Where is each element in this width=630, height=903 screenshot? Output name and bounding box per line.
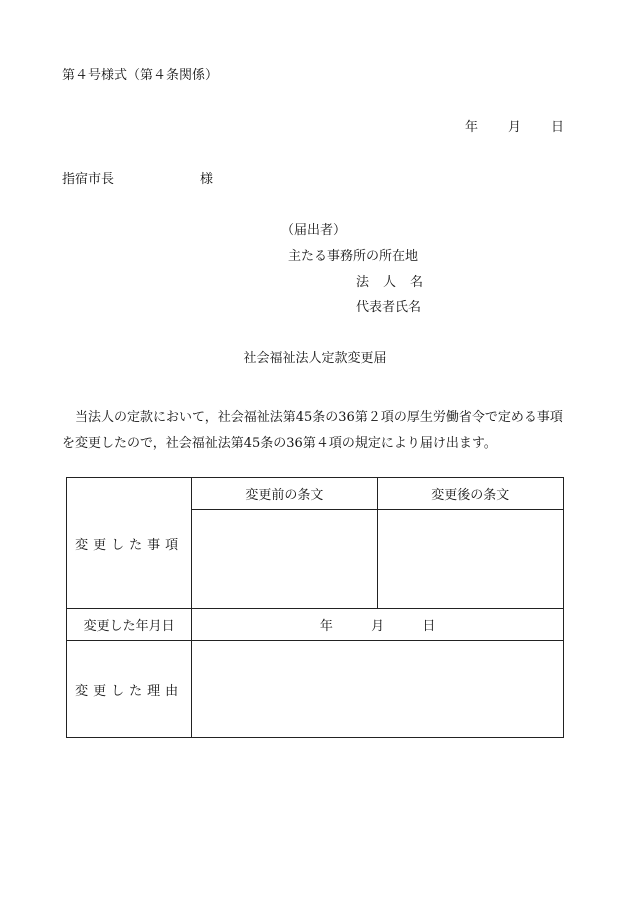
changed-date-cell[interactable] — [192, 609, 564, 641]
filer-address-label: 主たる事務所の所在地 — [288, 249, 419, 264]
date-day-label: 日 — [550, 120, 564, 135]
changed-date-year: 年 — [319, 619, 333, 634]
date-month-label: 月 — [507, 120, 521, 135]
table-header-row — [67, 478, 564, 510]
filer-corporation-name-label: 法人名 — [356, 275, 438, 290]
changed-reason-label: 変更した理由 — [67, 641, 192, 738]
before-article-header: 変更前の条文 — [192, 478, 377, 510]
filer-label: （届出者） — [281, 223, 347, 238]
addressee-honorific: 様 — [200, 172, 214, 187]
changed-reason-row — [67, 641, 564, 738]
form-number: 第４号様式（第４条関係） — [62, 68, 219, 83]
amendment-table — [66, 477, 564, 738]
changed-date-month: 月 — [371, 619, 385, 634]
changed-date-row — [67, 609, 564, 641]
document-title: 社会福祉法人定款変更届 — [243, 351, 387, 366]
after-article-header: 変更後の条文 — [377, 478, 563, 510]
changed-date-day: 日 — [422, 619, 436, 634]
filer-representative-label: 代表者氏名 — [356, 300, 422, 315]
changed-reason-cell[interactable] — [192, 641, 564, 738]
addressee — [62, 173, 213, 186]
changed-date-label: 変更した年月日 — [67, 609, 192, 641]
before-article-cell[interactable] — [192, 510, 377, 609]
date-year-label: 年 — [464, 120, 478, 135]
body-paragraph: 当法人の定款において，社会福祉法第45条の36第２項の厚生労働省令で定める事項を変更したので，社会福祉法第45条の36第４項の規定により届け出ます。 — [62, 410, 563, 451]
submission-date — [465, 121, 564, 134]
addressee-name: 指宿市長 — [62, 172, 115, 187]
after-article-cell[interactable] — [377, 510, 563, 609]
changed-items-label: 変更した事項 — [67, 478, 192, 609]
